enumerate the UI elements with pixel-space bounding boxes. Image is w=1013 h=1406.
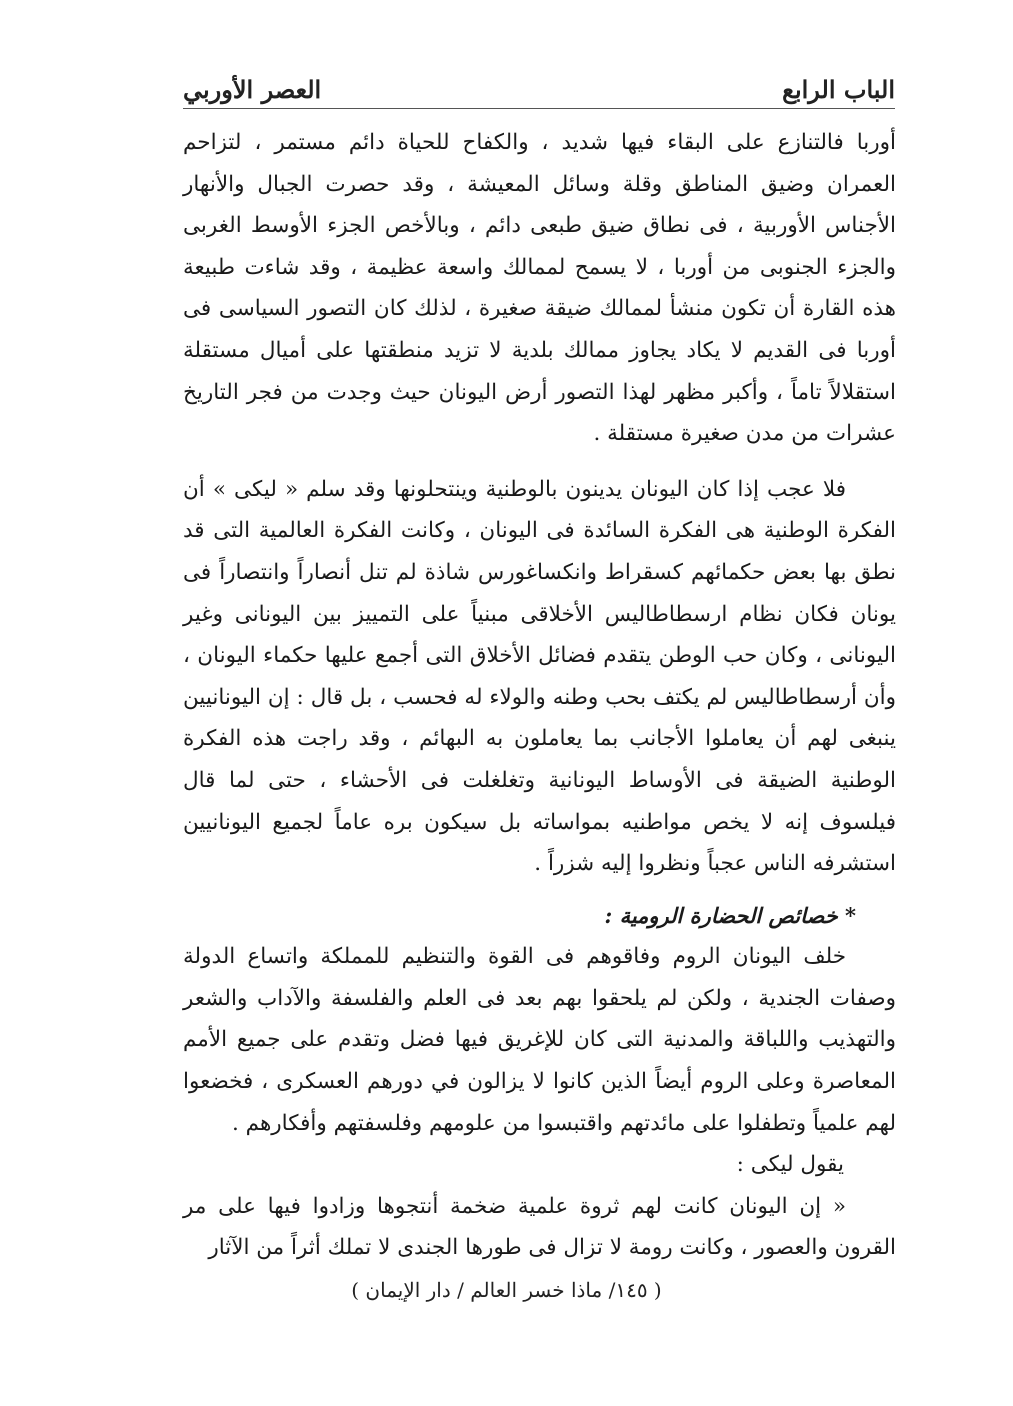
main-text xyxy=(183,122,896,1269)
section-title: العصر الأوربي xyxy=(183,75,322,104)
paragraph-3: خلف اليونان الروم وفاقوهم فى القوة والتنظيم للمملكة واتساع الدولة وصفات الجندية ، ولكن لم يلحقوا بهم بعد فى العلم والفلسفة والآداب والشعر والتهذيب واللباقة والمدنية التى كان للإغريق فيها فضل وتقدم على جميع الأمم المعاصرة وعلى الروم أيضاً الذين كانوا لا يزالون في دورهم العسكرى ، فخضعوا لهم علمياً وتطفلوا على مائدتهم واقتبسوا من علومهم وفلسفتهم وأفكارهم . xyxy=(183,944,896,1136)
quote-intro: يقول ليكى : xyxy=(736,1152,844,1178)
page-footer: ( ١٤٥/ ماذا خسر العالم / دار الإيمان ) xyxy=(351,1278,662,1302)
section-subheading: * خصائص الحضارة الرومية : xyxy=(604,902,856,928)
quote-paragraph: « إن اليونان كانت لهم ثروة علمية ضخمة أنتجوها وزادوا فيها على مر القرون والعصور ، وكانت رومة لا تزال فى طورها الجندى لا تملك أثراً من الآثار xyxy=(183,1193,896,1261)
chapter-title: الباب الرابع xyxy=(782,75,895,104)
header-divider xyxy=(183,108,895,109)
running-header xyxy=(183,70,895,104)
paragraph-1: أوربا فالتنازع على البقاء فيها شديد ، والكفاح للحياة دائم مستمر ، لتزاحم العمران وضيق المناطق وقلة وسائل المعيشة ، وقد حصرت الجبال والأنهار الأجناس الأوربية ، فى نطاق ضيق طبعى دائم ، وبالأخص الجزء الأوسط الغربى والجزء الجنوبى من أوربا ، لا يسمح لممالك واسعة عظيمة ، وقد شاءت طبيعة هذه القارة أن تكون منشأ لممالك ضيقة صغيرة ، لذلك كان التصور السياسى فى أوربا فى القديم لا يكاد يجاوز ممالك بلدية لا تزيد منطقتها على أميال مستقلة استقلالاً تاماً ، وأكبر مظهر لهذا التصور أرض اليونان حيث وجدت من فجر التاريخ عشرات من مدن صغيرة مستقلة . xyxy=(183,130,896,447)
paragraph-2: فلا عجب إذا كان اليونان يدينون بالوطنية وينتحلونها وقد سلم « ليكى » أن الفكرة الوطنية هى الفكرة السائدة فى اليونان ، وكانت الفكرة العالمية التى قد نطق بها بعض حكمائهم كسقراط وانكساغورس شاذة لم تنل أنصاراً وانتصاراً فى يونان فكان نظام ارسطاطاليس الأخلاقى مبنياً على التمييز بين اليونانى وغير اليونانى ، وكان حب الوطن يتقدم فضائل الأخلاق التى أجمع عليها حكماء اليونان ، وأن أرسطاطاليس لم يكتف بحب وطنه والولاء له فحسب ، بل قال : إن اليونانيين ينبغى لهم أن يعاملوا الأجانب بما يعاملون به البهائم ، وقد راجت هذه الفكرة الوطنية الضيقة فى الأوساط اليونانية وتغلغلت فى الأحشاء ، حتى لما قال فيلسوف إنه لا يخص مواطنيه بمواساته بل سيكون بره عاماً لجميع اليونانيين استشرفه الناس عجباً ونظروا إليه شزراً . xyxy=(183,476,896,877)
